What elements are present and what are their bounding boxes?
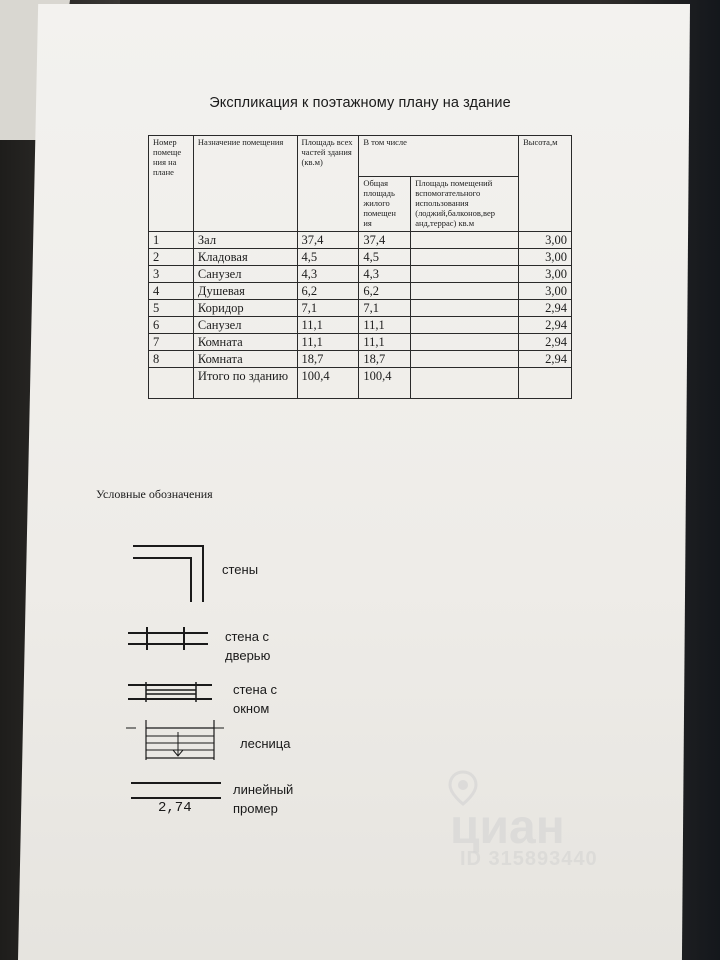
table-row xyxy=(149,351,572,368)
table-cell-height: 2,94 xyxy=(519,317,572,334)
legend-walls: стены xyxy=(222,562,259,577)
table-cell-area: 37,4 xyxy=(297,232,359,249)
legend-stairs: лесница xyxy=(240,736,291,751)
watermark-brand: циан xyxy=(450,801,565,854)
table-row xyxy=(149,334,572,351)
header-height: Высота,м xyxy=(519,136,572,232)
table-cell-height: 3,00 xyxy=(519,266,572,283)
table-row xyxy=(149,232,572,249)
table-cell-living: 7,1 xyxy=(359,300,411,317)
table-cell-no: 8 xyxy=(149,351,194,368)
table-cell-aux xyxy=(411,232,519,249)
table-cell-no: 7 xyxy=(149,334,194,351)
wall-window-symbol xyxy=(120,680,220,704)
table-cell-name: Санузел xyxy=(193,317,297,334)
table-cell-area: 4,5 xyxy=(297,249,359,266)
table-cell-no: 6 xyxy=(149,317,194,334)
table-cell-area: 6,2 xyxy=(297,283,359,300)
table-cell-no: 2 xyxy=(149,249,194,266)
legend-title: Условные обозначения xyxy=(96,487,213,501)
table-cell-aux xyxy=(411,334,519,351)
table-cell-height: 2,94 xyxy=(519,300,572,317)
table-row xyxy=(149,283,572,300)
total-no xyxy=(149,368,194,399)
table-cell-height: 2,94 xyxy=(519,334,572,351)
header-area-total: Площадь всех частей здания (кв.м) xyxy=(297,136,359,232)
table-cell-height: 3,00 xyxy=(519,232,572,249)
header-including: В том числе xyxy=(359,136,519,177)
table-cell-area: 11,1 xyxy=(297,334,359,351)
table-cell-name: Коридор xyxy=(193,300,297,317)
table-cell-living: 6,2 xyxy=(359,283,411,300)
explication-table xyxy=(148,135,572,399)
header-purpose: Назначение помещения xyxy=(193,136,297,232)
table-cell-height: 2,94 xyxy=(519,351,572,368)
document-title: Экспликация к поэтажному плану на здание xyxy=(209,95,511,111)
legend-linear-measure: линейный промер xyxy=(233,782,294,816)
table-cell-no: 1 xyxy=(149,232,194,249)
table-cell-no: 5 xyxy=(149,300,194,317)
legend-wall-door: стена с дверью xyxy=(225,629,271,663)
table-cell-area: 4,3 xyxy=(297,266,359,283)
table-row xyxy=(149,317,572,334)
table-cell-height: 3,00 xyxy=(519,249,572,266)
total-height xyxy=(519,368,572,399)
header-aux-area: Площадь помещений вспомогательного использования (лоджий,балконов,вер анд,террас) кв.м xyxy=(411,177,519,232)
table-cell-name: Комната xyxy=(193,351,297,368)
total-living: 100,4 xyxy=(359,368,411,399)
wall-symbol xyxy=(125,540,225,610)
table-cell-living: 4,5 xyxy=(359,249,411,266)
table-cell-height: 3,00 xyxy=(519,283,572,300)
table-cell-name: Санузел xyxy=(193,266,297,283)
header-living-area: Общая площадь жилого помещен ия xyxy=(359,177,411,232)
table-cell-area: 18,7 xyxy=(297,351,359,368)
table-row xyxy=(149,266,572,283)
table-cell-living: 11,1 xyxy=(359,334,411,351)
table-cell-name: Зал xyxy=(193,232,297,249)
table-header-row xyxy=(149,136,572,177)
watermark-id: ID 315893440 xyxy=(460,848,598,870)
table-cell-living: 4,3 xyxy=(359,266,411,283)
table-row xyxy=(149,249,572,266)
table-cell-aux xyxy=(411,351,519,368)
header-room-no: Номер помеще ния на плане xyxy=(149,136,194,232)
table-cell-living: 37,4 xyxy=(359,232,411,249)
table-row xyxy=(149,300,572,317)
table-cell-name: Кладовая xyxy=(193,249,297,266)
stairs-symbol xyxy=(120,718,230,768)
table-cell-area: 11,1 xyxy=(297,317,359,334)
table-cell-aux xyxy=(411,283,519,300)
table-cell-area: 7,1 xyxy=(297,300,359,317)
total-name: Итого по зданию xyxy=(193,368,297,399)
table-cell-name: Комната xyxy=(193,334,297,351)
table-cell-aux xyxy=(411,300,519,317)
measure-value: 2,74 xyxy=(158,800,192,816)
table-cell-living: 18,7 xyxy=(359,351,411,368)
legend-wall-window: стена с окном xyxy=(233,682,278,716)
table-cell-living: 11,1 xyxy=(359,317,411,334)
table-cell-aux xyxy=(411,249,519,266)
total-area: 100,4 xyxy=(297,368,359,399)
total-aux xyxy=(411,368,519,399)
table-cell-aux xyxy=(411,266,519,283)
table-cell-aux xyxy=(411,317,519,334)
wall-door-symbol xyxy=(120,625,220,655)
table-total-row xyxy=(149,368,572,399)
table-cell-name: Душевая xyxy=(193,283,297,300)
table-cell-no: 3 xyxy=(149,266,194,283)
table-cell-no: 4 xyxy=(149,283,194,300)
